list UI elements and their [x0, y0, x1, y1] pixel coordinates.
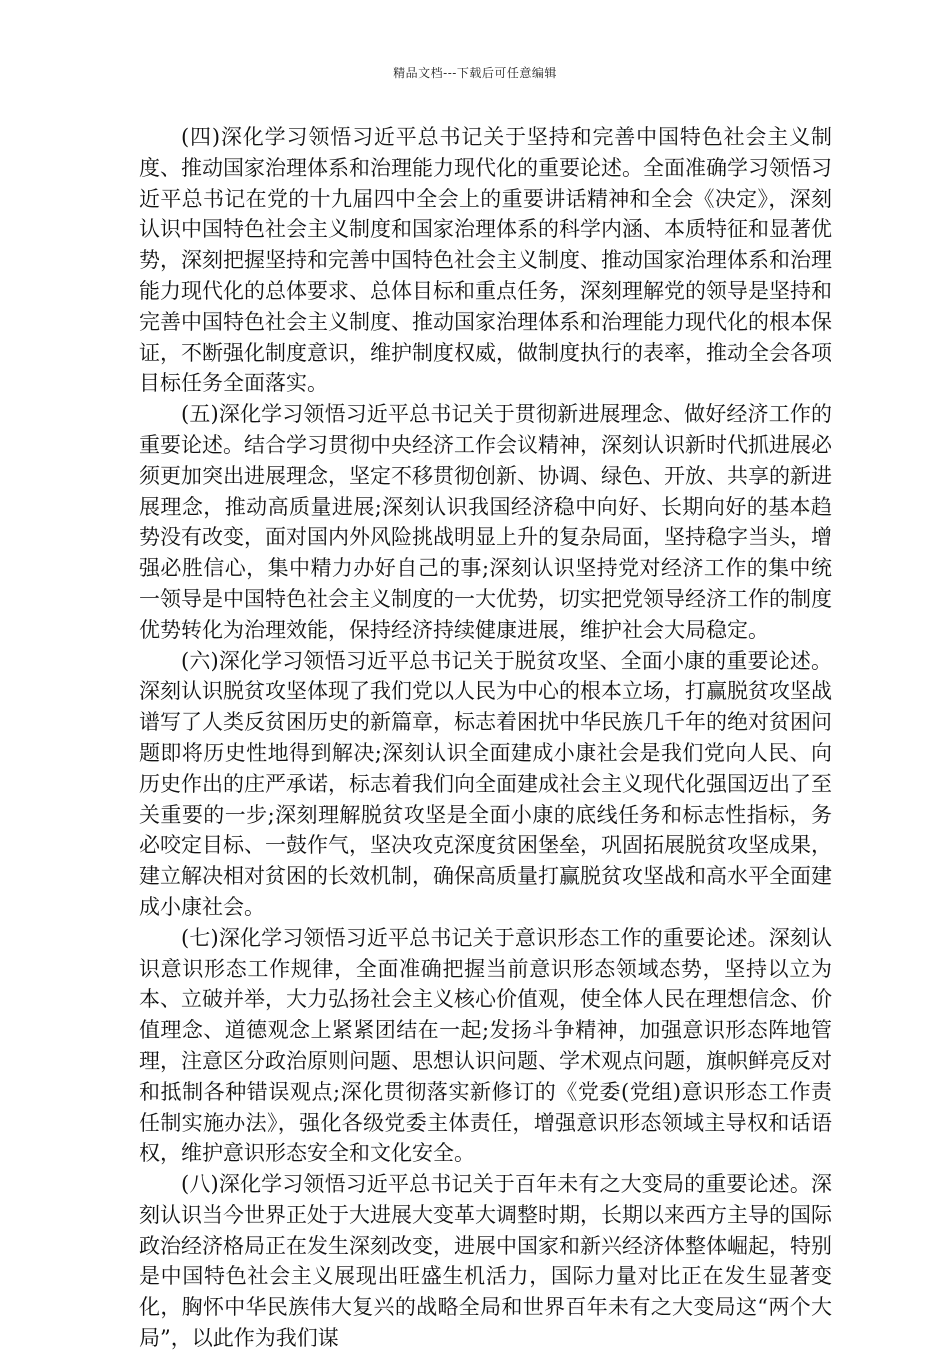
paragraph-4: (四)深化学习领悟习近平总书记关于坚持和完善中国特色社会主义制度、推动国家治理体系和治理能力现代化的重要论述。全面准确学习领悟习近平总书记在党的十九届四中全会上的重要讲话精神和全会《决定》，深刻认识中国特色社会主义制度和国家治理体系的科学内涵、本质特征和显著优势，深刻把握坚持和完善中国特色社会主义制度、推动国家治理体系和治理能力现代化的总体要求、总体目标和重点任务，深刻理解党的领导是坚持和完善中国特色社会主义制度、推动国家治理体系和治理能力现代化的根本保证，不断强化制度意识，维护制度权威，做制度执行的表率，推动全会各项目标任务全面落实。 — [139, 125, 832, 396]
paragraph-8: (八)深化学习领悟习近平总书记关于百年未有之大变局的重要论述。深刻认识当今世界正处于大进展大变革大调整时期，长期以来西方主导的国际政治经济格局正在发生深刻改变，进展中国家和新兴经济体整体崛起，特别是中国特色社会主义展现出旺盛生机活力，国际力量对比正在发生显著变化，胸怀中华民族伟大复兴的战略全局和世界百年未有之大变局这“两个大局”，以此作为我们谋 — [139, 1172, 832, 1351]
page-header: 精品文档---下载后可任意编辑 — [393, 66, 557, 80]
paragraph-5: (五)深化学习领悟习近平总书记关于贯彻新进展理念、做好经济工作的重要论述。结合学习贯彻中央经济工作会议精神，深刻认识新时代抓进展必须更加突出进展理念，坚定不移贯彻创新、协调、绿色、开放、共享的新进展理念，推动高质量进展;深刻认识我国经济稳中向好、长期向好的基本趋势没有改变，面对国内外风险挑战明显上升的复杂局面，坚持稳字当头，增强必胜信心，集中精力办好自己的事;深刻认识坚持党对经济工作的集中统一领导是中国特色社会主义制度的一大优势，切实把党领导经济工作的制度优势转化为治理效能，保持经济持续健康进展，维护社会大局稳定。 — [139, 402, 832, 642]
document-body — [139, 122, 832, 1354]
paragraph-7: (七)深化学习领悟习近平总书记关于意识形态工作的重要论述。深刻认识意识形态工作规律，全面准确把握当前意识形态领域态势，坚持以立为本、立破并举，大力弘扬社会主义核心价值观，使全体人民在理想信念、价值理念、道德观念上紧紧团结在一起;发扬斗争精神，加强意识形态阵地管理，注意区分政治原则问题、思想认识问题、学术观点问题，旗帜鲜亮反对和抵制各种错误观点;深化贯彻落实新修订的《党委(党组)意识形态工作责任制实施办法》，强化各级党委主体责任，增强意识形态领域主导权和话语权，维护意识形态安全和文化安全。 — [139, 925, 832, 1166]
paragraph-6: (六)深化学习领悟习近平总书记关于脱贫攻坚、全面小康的重要论述。深刻认识脱贫攻坚体现了我们党以人民为中心的根本立场，打赢脱贫攻坚战谱写了人类反贫困历史的新篇章，标志着困扰中华民族几千年的绝对贫困问题即将历史性地得到解决;深刻认识全面建成小康社会是我们党向人民、向历史作出的庄严承诺，标志着我们向全面建成社会主义现代化强国迈出了至关重要的一步;深刻理解脱贫攻坚是全面小康的底线任务和标志性指标，务必咬定目标、一鼓作气，坚决攻克深度贫困堡垒，巩固拓展脱贫攻坚成果，建立解决相对贫困的长效机制，确保高质量打赢脱贫攻坚战和高水平全面建成小康社会。 — [139, 648, 832, 919]
